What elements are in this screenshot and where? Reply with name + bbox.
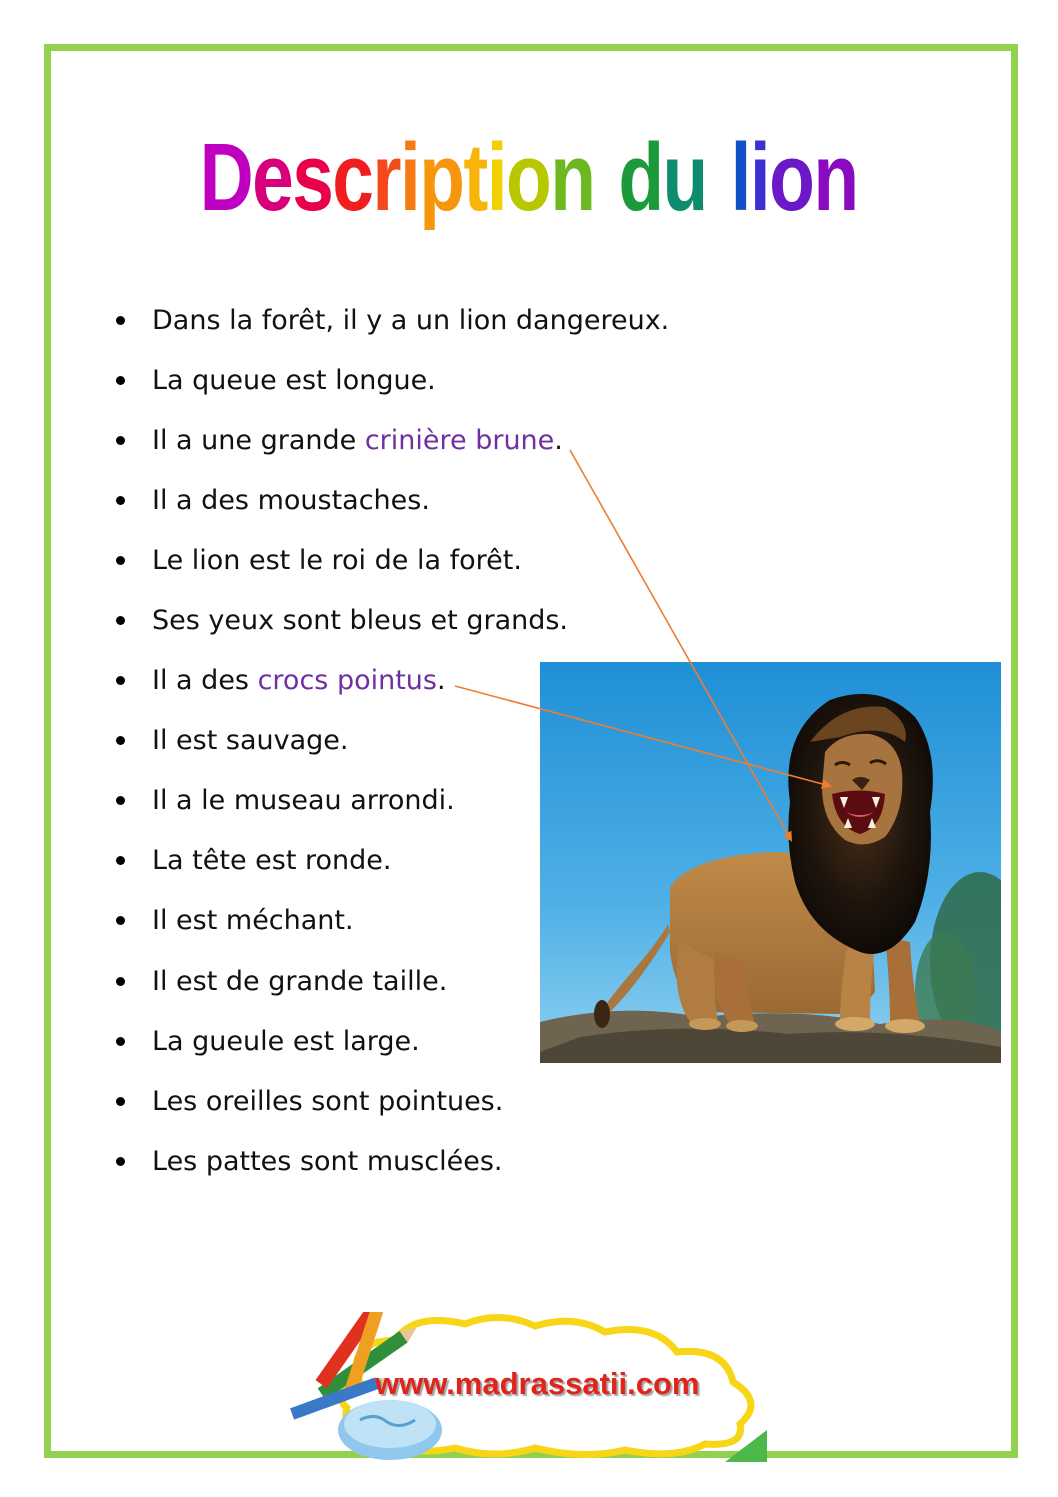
title-letter: D [199, 124, 253, 231]
bullet-icon [116, 1037, 125, 1046]
title-letter: n [550, 124, 595, 231]
title-letter: d [618, 124, 663, 231]
sentence-fragment: La gueule est large. [152, 1025, 420, 1057]
sentence-text [152, 1086, 503, 1117]
sentence-text [152, 725, 348, 756]
sentence-item [112, 470, 669, 530]
sentence-fragment: Ses yeux sont bleus et grands. [152, 605, 569, 637]
highlighted-term: crinière brune [364, 424, 555, 456]
title-letter: p [419, 124, 464, 231]
sentence-item [112, 350, 669, 410]
bullet-icon [116, 1097, 125, 1106]
title-letter: r [372, 124, 400, 231]
sentence-text [152, 1026, 420, 1057]
title-letter: u [662, 124, 707, 231]
title-letter: i [399, 124, 420, 231]
sentence-item [112, 410, 669, 470]
sentence-fragment: . [554, 424, 563, 456]
sentence-fragment: . [436, 665, 446, 697]
bullet-icon [116, 856, 125, 865]
highlighted-term: crocs pointus [257, 665, 437, 697]
sentence-text [152, 905, 354, 936]
title-letter: o [506, 124, 551, 231]
sentence-fragment: La queue est longue. [152, 364, 436, 396]
sentence-item [112, 1131, 669, 1191]
sentence-fragment: Il est de grande taille. [152, 965, 448, 997]
sentence-text [152, 966, 447, 997]
sentence-fragment: Il est sauvage. [152, 725, 349, 757]
bullet-icon [116, 496, 125, 505]
sentence-item [112, 1071, 669, 1131]
sentence-fragment: Dans la forêt, il y a un lion dangereux. [152, 304, 670, 336]
sentence-text [152, 365, 436, 396]
title-letter: i [749, 124, 770, 231]
sentence-text [152, 785, 455, 816]
sentence-fragment: Il a des [152, 665, 258, 697]
sentence-item [112, 290, 669, 350]
sentence-item [112, 530, 669, 590]
bullet-icon [116, 436, 125, 445]
bullet-icon [116, 1157, 125, 1166]
title-letter: o [769, 124, 814, 231]
bullet-icon [116, 376, 125, 385]
title-letter: c [332, 124, 373, 231]
sentence-text [152, 605, 568, 636]
sentence-fragment: Il est méchant. [152, 905, 354, 937]
title-letter: i [486, 124, 507, 231]
sentence-fragment: La tête est ronde. [152, 845, 392, 877]
sentence-fragment: Il a une grande [152, 424, 365, 456]
title-letter: l [730, 124, 750, 231]
bullet-icon [116, 556, 125, 565]
title-letter: n [813, 124, 858, 231]
sentence-fragment: Les pattes sont musclées. [152, 1145, 503, 1177]
sentence-text [152, 485, 430, 516]
bullet-icon [116, 796, 125, 805]
sentence-text [152, 665, 446, 696]
bullet-icon [116, 316, 125, 325]
lion-photo [540, 662, 1001, 1063]
sentence-fragment: Il a le museau arrondi. [152, 785, 455, 817]
sentence-fragment: Le lion est le roi de la forêt. [152, 544, 522, 576]
sentence-text [152, 1146, 503, 1177]
page-title [116, 118, 941, 238]
bullet-icon [116, 736, 125, 745]
sentence-text [152, 305, 669, 336]
sentence-fragment: Il a des moustaches. [152, 484, 430, 516]
bullet-icon [116, 916, 125, 925]
site-url[interactable]: www.madrassatii.com [375, 1366, 700, 1401]
sentence-text [152, 845, 391, 876]
bullet-icon [116, 977, 125, 986]
title-letter: t [463, 124, 487, 231]
title-letter: s [292, 124, 333, 231]
bullet-icon [116, 616, 125, 625]
bullet-icon [116, 676, 125, 685]
sentence-text [152, 425, 563, 456]
title-letter: e [252, 124, 293, 231]
sentence-fragment: Les oreilles sont pointues. [152, 1085, 504, 1117]
sentence-text [152, 545, 522, 576]
sentence-item [112, 590, 669, 650]
